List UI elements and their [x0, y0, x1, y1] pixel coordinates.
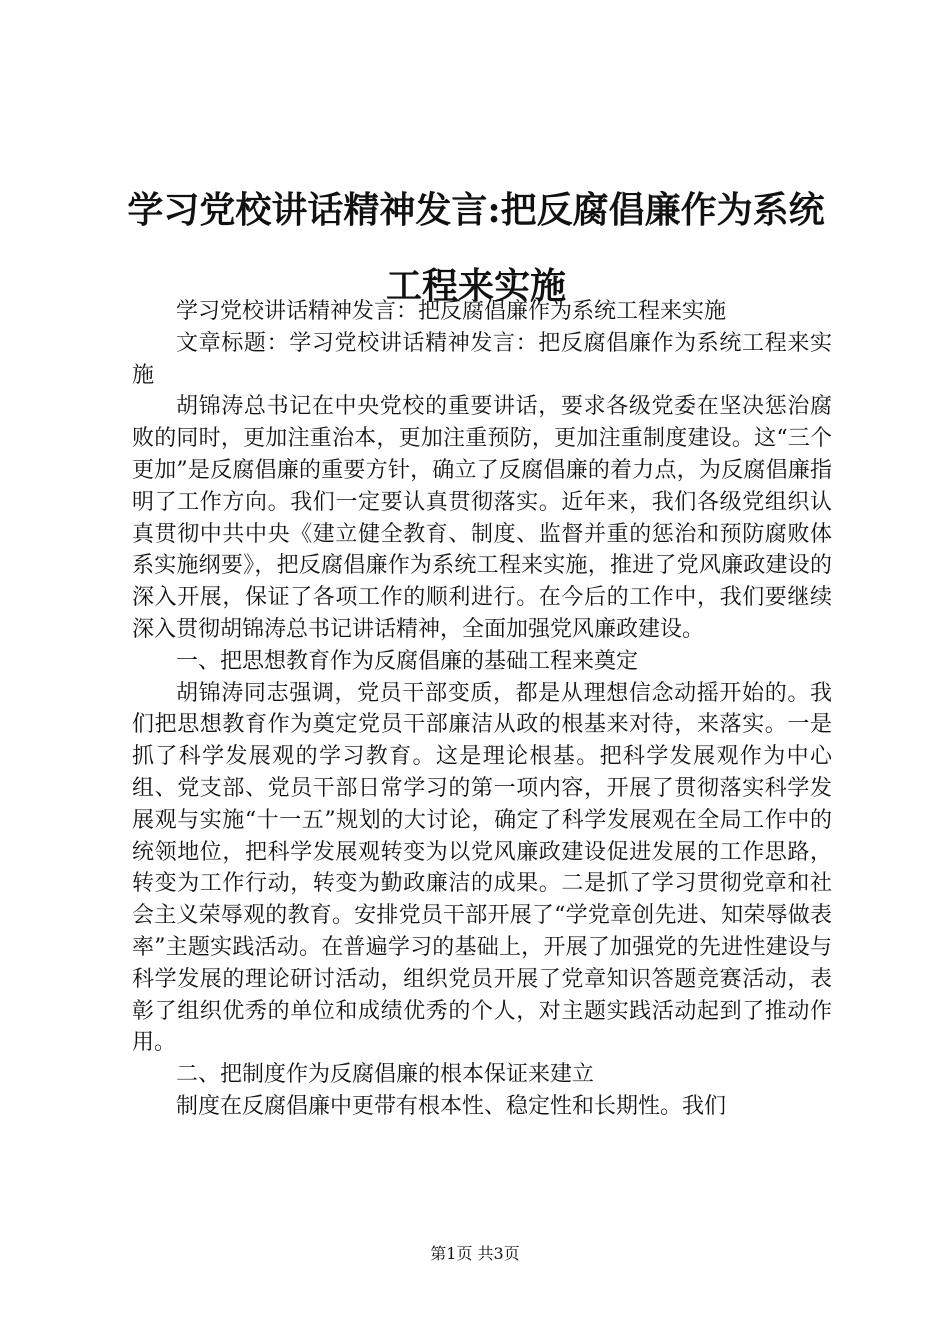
paragraph-article-title: 文章标题：学习党校讲话精神发言：把反腐倡廉作为系统工程来实施: [132, 330, 832, 388]
paragraph-section-1: 胡锦涛同志强调，党员干部变质，都是从理想信念动摇开始的。我们把思想教育作为奠定党员干部廉洁从政的根基来对待，来落实。一是抓了科学发展观的学习教育。这是理论根基。把科学发展观作为中心组、党支部、党员干部日常学习的第一项内容，开展了贯彻落实科学发展观与实施“十一五”规划的大讨论，确定了科学发展观在全局工作中的统领地位，把科学发展观转变为以党风廉政建设促进发展的工作思路，转变为工作行动，转变为勤政廉洁的成果。二是抓了学习贯彻党章和社会主义荣辱观的教育。安排党员干部开展了“学党章创先进、知荣辱做表率”主题实践活动。在普遍学习的基础上，开展了加强党的先进性建设与科学发展的理论研讨活动，组织党员开展了党章知识答题竞赛活动，表彰了组织优秀的单位和成绩优秀的个人，对主题实践活动起到了推动作用。: [132, 680, 832, 1056]
paragraph-subtitle: 学习党校讲话精神发言：把反腐倡廉作为系统工程来实施: [176, 299, 727, 324]
paragraph-section-2: 制度在反腐倡廉中更带有根本性、稳定性和长期性。我们: [176, 1093, 727, 1119]
page-number-footer: 第1页 共3页: [430, 1244, 520, 1263]
section-heading-1: 一、把思想教育作为反腐倡廉的基础工程来奠定: [176, 648, 639, 674]
document-body: [132, 296, 832, 1123]
document-title: 学习党校讲话精神发言:把反腐倡廉作为系统工程来实施: [127, 189, 825, 307]
paragraph-intro: 胡锦涛总书记在中央党校的重要讲话，要求各级党委在坚决惩治腐败的同时，更加注重治本，更加注重预防，更加注重制度建设。这“三个更加”是反腐倡廉的重要方针，确立了反腐倡廉的着力点，为反腐倡廉指明了工作方向。我们一定要认真贯彻落实。近年来，我们各级党组织认真贯彻中共中央《建立健全教育、制度、监督并重的惩治和预防腐败体系实施纲要》，把反腐倡廉作为系统工程来实施，推进了党风廉政建设的深入开展，保证了各项工作的顺利进行。在今后的工作中，我们要继续深入贯彻胡锦涛总书记讲话精神，全面加强党风廉政建设。: [132, 394, 832, 642]
section-heading-2: 二、把制度作为反腐倡廉的根本保证来建立: [176, 1062, 595, 1088]
